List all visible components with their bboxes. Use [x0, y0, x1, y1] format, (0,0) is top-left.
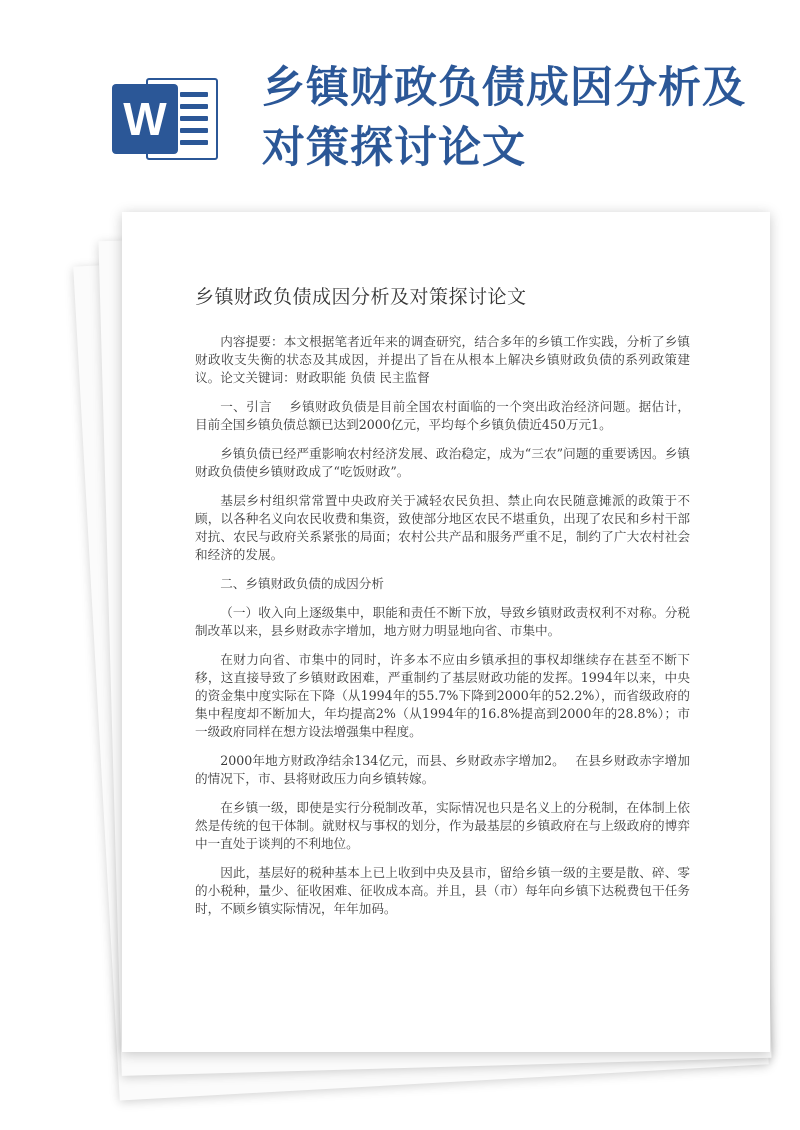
- body-paragraph: 基层乡村组织常常置中央政府关于减轻农民负担、禁止向农民随意摊派的政策于不顾，以各种名义向农民收费和集资，致使部分地区农民不堪重负，出现了农民和乡村干部对抗、农民与政府关系紧张的局面；农村公共产品和服务严重不足，制约了广大农村社会和经济的发展。: [195, 493, 690, 562]
- document-page: [122, 212, 770, 1052]
- word-document-icon: [112, 70, 220, 166]
- intro-paragraph: 一、引言 乡镇财政负债是目前全国农村面临的一个突出政治经济问题。据估计，目前全国乡镇负债总额已达到2000亿元，平均每个乡镇负债近450万元1。: [195, 399, 690, 432]
- body-paragraph: （一）收入向上逐级集中，职能和责任不断下放，导致乡镇财政责权利不对称。分税制改革以来，县乡财政赤字增加，地方财力明显地向省、市集中。: [195, 605, 690, 638]
- banner: [0, 0, 800, 200]
- document-title: 乡镇财政负债成因分析及对策探讨论文: [195, 286, 527, 308]
- body-paragraph: 乡镇负债已经严重影响农村经济发展、政治稳定，成为“三农”问题的重要诱因。乡镇财政负债使乡镇财政成了“吃饭财政”。: [195, 446, 690, 479]
- body-paragraph: 因此，基层好的税种基本上已上收到中央及县市，留给乡镇一级的主要是散、碎、零的小税种，量少、征收困难、征收成本高。并且，县（市）每年向乡镇下达税费包干任务时，不顾乡镇实际情况，年年加码。: [195, 865, 690, 916]
- body-paragraph: 在乡镇一级，即使是实行分税制改革，实际情况也只是名义上的分税制，在体制上依然是传统的包干体制。就财权与事权的划分，作为最基层的乡镇政府在与上级政府的博弈中一直处于谈判的不利地位。: [195, 800, 690, 851]
- abstract-paragraph: 内容提要：本文根据笔者近年来的调查研究，结合多年的乡镇工作实践，分析了乡镇财政收支失衡的状态及其成因，并提出了旨在从根本上解决乡镇财政负债的系列政策建议。论文关键词：财政职能 负债 民主监督: [195, 334, 690, 385]
- body-paragraph: 2000年地方财政净结余134亿元，而县、乡财政赤字增加2。 在县乡财政赤字增加的情况下，市、县将财政压力向乡镇转嫁。: [195, 753, 690, 786]
- body-paragraph: 在财力向省、市集中的同时，许多本不应由乡镇承担的事权却继续存在甚至不断下移，这直接导致了乡镇财政困难，严重制约了基层财政功能的发挥。1994年以来，中央的资金集中度实际在下降（从1994年的55.7%下降到2000年的52.2%），而省级政府的集中程度却不断加大，年均提高2%（从1994年的16.8%提高到2000年的28.8%）；市一级政府同样在想方设法增强集中程度。: [195, 652, 690, 739]
- banner-title: 乡镇财政负债成因分析及对策探讨论文: [262, 63, 746, 173]
- word-logo-letter: W: [112, 84, 178, 154]
- section-heading: 二、乡镇财政负债的成因分析: [220, 576, 384, 591]
